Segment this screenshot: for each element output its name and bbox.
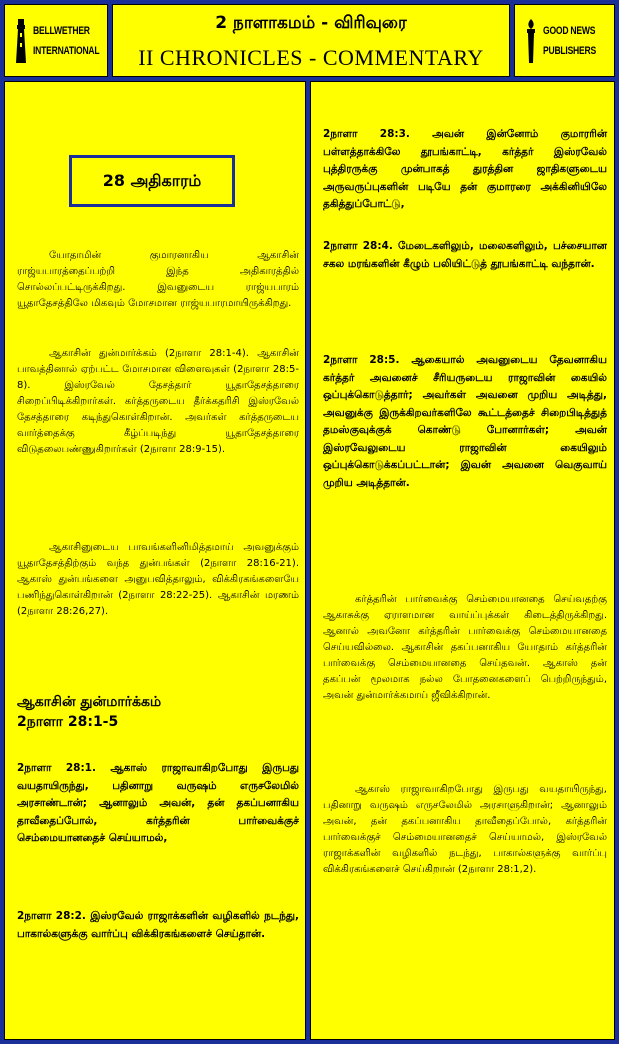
verse-28-2: 2நாளா 28:2. இஸ்ரவேல் ராஜாக்களின் வழிகளில் நடந்து, பாகால்களுக்கு வார்ப்பு விக்கிரகங்களைச் செய்தான்.: [17, 910, 299, 940]
verse-28-5: 2நாளா 28:5. ஆகையால் அவனுடைய தேவனாகிய கர்த்தர் அவனைச் சீரியருடைய ராஜாவின் கையில் ஒப்புக்கொடுத்தார்; அவர்கள் அவனை முறிய அடித்து, அவனுக்கு இருக்கிறவர்களிலே கூட்டத்தைச் சிறைபிடித்துத் தமஸ்குவுக்குக் கொண்டு போனார்கள்; அவன் இஸ்ரவேலுடைய ராஜாவின் கையிலும் ஒப்புக்கொடுக்கப்பட்டான்; இவன் அவனை வெகுவாய் முறிய அடித்தான்.: [323, 354, 607, 489]
header-title-box: [112, 4, 510, 77]
good-news-logo-text: GOOD NEWS PUBLISHERS: [543, 25, 596, 57]
commentary-paragraph-1: கர்த்தரின் பார்வைக்கு செம்மையானதை செய்வதற்கு ஆகாசுக்கு ஏராளமான வாய்ப்புக்கள் கிடைத்திருக்கிறது. ஆனால் அவனோ கர்த்தரின் பார்வைக்கு செம்மையானதை செய்யவில்லை. ஆகாசின் தகப்பனாகிய யோதாம் கர்த்தரின் பார்வைக்கு செம்மையானதை செய்தவன். ஆகாஸ் தன் தகப்பன் மூலமாக நல்ல போதனைகளைப் பெற்றிருந்தும், அவன் துன்மார்க்கமாய் ஜீவிக்கிறான்.: [323, 594, 607, 701]
verse-28-3: 2நாளா 28:3. அவன் இன்னோம் குமாரரின் பள்ளத்தாக்கிலே தூபங்காட்டி, கர்த்தர் இஸ்ரவேல் புத்திரருக்கு முன்பாகத் துரத்தின ஜாதிகளுடைய அருவருப்புகளின் படியே தன் குமாரரை அக்கினியிலே தகித்துப்போட்டு,: [323, 128, 607, 210]
left-column: [4, 81, 306, 1040]
intro-paragraph-1: யோதாமின் குமாரனாகிய ஆகாசின் ராஜ்யபாரத்தைப்பற்றி இந்த அதிகாரத்தில் சொல்லப்பட்டிருக்கிறது. இவனுடைய ராஜ்யபாரம் யூதாதேசத்திலே மிகவும் மோசமான ராஜ்யபாரமாயிருக்கிறது.: [17, 250, 299, 309]
commentary-paragraph-2: ஆகாஸ் ராஜாவாகிறபோது இருபது வயதாயிருந்து, பதினாறு வருஷம் எருசலேமில் அரசாளுகிறான்; ஆனாலும் அவன், தன் தகப்பனாகிய தாவீதைப்போல், கர்த்தரின் பார்வைக்குச் செம்மையானதைச் செய்யாமல், இஸ்ரவேல் ராஜாக்களின் வழிகளில் நடந்து, பாகால்களுக்கு வார்ப்பு விக்கிரகங்களைச் செய்கிறான் (2நாளா 28:1,2).: [323, 784, 607, 875]
title-english: II CHRONICLES - COMMENTARY: [138, 45, 484, 70]
torch-icon: [525, 19, 537, 63]
right-column: [310, 81, 615, 1040]
section-heading-title: ஆகாசின் துன்மார்க்கம்: [17, 694, 162, 710]
verse-28-4: 2நாளா 28:4. மேடைகளிலும், மலைகளிலும், பச்சையான சகல மரங்களின் கீழும் பலியிட்டுத் தூபங்காட்டி வந்தான்.: [323, 240, 607, 270]
tower-icon: [15, 19, 27, 63]
bellwether-logo: [4, 4, 108, 77]
chapter-title: 28 அதிகாரம்: [69, 155, 235, 207]
section-heading-reference: 2நாளா 28:1-5: [17, 714, 119, 730]
good-news-logo: [514, 4, 615, 77]
section-heading: [17, 692, 299, 732]
bellwether-logo-text: BELLWETHER INTERNATIONAL: [33, 25, 100, 57]
title-tamil: 2 நாளாகமம் - விரிவுரை: [215, 13, 407, 33]
verse-28-1: 2நாளா 28:1. ஆகாஸ் ராஜாவாகிறபோது இருபது வயதாயிருந்து, பதினாறு வருஷம் எருசலேமில் அரசாண்டான்; ஆனாலும் அவன், தன் தகப்பனாகிய தாவீதைப்போல், கர்த்தரின் பார்வைக்குச் செம்மையானதைச் செய்யாமல்,: [17, 762, 299, 844]
intro-paragraph-2: ஆகாசின் துன்மார்க்கம் (2நாளா 28:1-4). ஆகாசின் பாவத்தினால் ஏற்பட்ட மோசமான விளைவுகள் (2நாளா 28:5-8). இஸ்ரவேல் தேசத்தார் யூதாதேசத்தாரை சிறைப்பிடிக்கிறார்கள். கர்த்தருடைய தீர்க்கதரிசி இஸ்ரவேல் தேசத்தாரை கடிந்துகொள்கிறான். அவர்கள் கர்த்தருடைய வார்த்தைக்கு கீழ்ப்படிந்து யூதாதேசத்தாரை விடுதலைபண்ணுகிறார்கள் (2நாளா 28:9-15).: [17, 348, 299, 455]
intro-paragraph-3: ஆகாசினுடைய பாவங்களினிமித்தமாய் அவனுக்கும் யூதாதேசத்திற்கும் வந்த துன்பங்கள் (2நாளா 28:16-21). ஆகாஸ் துன்பங்களை அனுபவித்தாலும், விக்கிரகங்களையே பணிந்துகொள்கிறான் (2நாளா 28:22-25). ஆகாசின் மரணம் (2நாளா 28:26,27).: [17, 542, 299, 617]
